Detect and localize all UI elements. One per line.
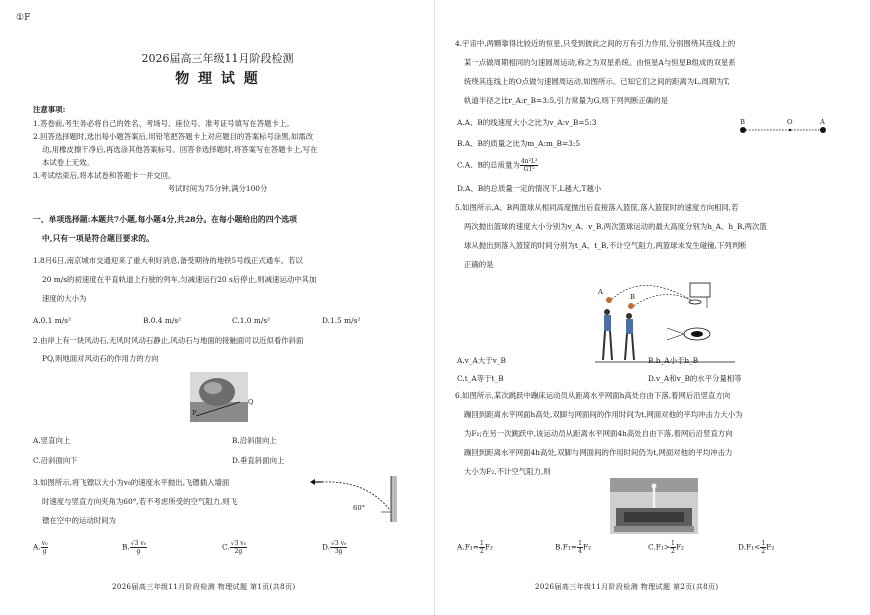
q5-option-a: A.v_A大于v_B — [457, 356, 506, 365]
q2-option-a: A.竖直向上 — [33, 436, 71, 445]
exam-subject: 物 理 试 题 — [175, 71, 260, 87]
dart-figure — [306, 474, 401, 524]
q5-line: 球从抛出到落入篮筐的时间分别为t_A、t_B,不计空气阻力,两篮球未发生碰撞,下列判断 — [464, 241, 747, 250]
binary-star-figure — [738, 120, 828, 136]
q3-angle-label: 60° — [353, 504, 366, 512]
q5-line: 正确的是 — [464, 260, 494, 269]
q4-line: 轨道半径之比r_A:r_B=3:5,引力常量为G,则下列判断正确的是 — [464, 96, 668, 105]
q4-label-o: O — [787, 118, 793, 126]
basketball-figure — [595, 278, 735, 364]
q6-line: 蹦回到距离水平网面h高处,双脚与网面间的作用时间为t,网面对他的平均冲击力大小为 — [464, 410, 743, 419]
q4-label-a: A — [820, 118, 825, 126]
q5-label-b: B — [630, 293, 635, 301]
q4-option-b: B.A、B的质量之比为m_A:m_B=3:5 — [457, 139, 581, 148]
q1-option-a: A.0.1 m/s² — [33, 316, 72, 325]
q2-label-p: P — [192, 409, 197, 417]
q5-label-a: A — [598, 288, 603, 296]
q2-line: PQ,则地面对风动石的作用力的方向 — [42, 354, 159, 363]
q5-line: 两次抛出篮球的速度大小分别为v_A、v_B,两次篮球运动的最大高度分别为h_A、h_B,两次篮 — [464, 222, 767, 231]
q3-line: 镖在空中的运动时间为 — [42, 516, 116, 525]
note-line: 2.回答选择题时,选出每小题答案后,用铅笔把答题卡上对应题目的答案标号涂黑,如需改 — [33, 132, 314, 141]
q1-option-d: D.1.5 m/s² — [322, 316, 361, 325]
q4-line: 统绕其连线上的O点做匀速圆周运动,如图所示。已知它们之间的距离为L,周期为T, — [464, 77, 730, 86]
q2-line: 2.由岸上有一块风动石,无风时风动石静止,风动石与地面的接触面可以近似看作斜面 — [33, 336, 304, 345]
q4-line: 4.宇宙中,两颗靠得比较近的恒星,只受到彼此之间的万有引力作用,分别围绕其连线上的 — [455, 39, 736, 48]
section-heading: 中,只有一项是符合题目要求的。 — [42, 234, 154, 243]
q3-option-d: D. $\frac{\text{√3 v₀}}{3g}$ — [322, 540, 347, 555]
wind-rock-figure — [190, 372, 248, 422]
notes-heading: 注意事项: — [33, 105, 66, 114]
q6-option-d: D.F₁< $\frac{1}{2}$ F₂ — [738, 540, 775, 555]
q5-option-b: B.h_A小于h_B — [648, 356, 699, 365]
page-footer: 2026届高三年级11月阶段检测 物理试题 第1页(共8页) — [112, 583, 296, 591]
q2-option-d: D.垂直斜面向上 — [232, 456, 285, 465]
q1-line: 20 m/s的初速度在平直轨道上行驶的列车,匀减速运行20 s后停止,则减速运动中其加 — [42, 275, 317, 284]
q6-option-a: A.F₁= $\frac{1}{2}$ F₂ — [457, 540, 493, 555]
q4-line: 某一点做周期相同的匀速圆周运动,称之为双星系统。由恒星A与恒星B组成的双星系 — [464, 58, 736, 67]
q6-option-c: C.F₁> $\frac{1}{2}$ F₂ — [648, 540, 684, 555]
corner-mark: ①F — [16, 13, 31, 23]
q4-option-d: D.A、B的总质量一定的情况下,L越大,T越小 — [457, 184, 602, 193]
q3-option-a: A. $\frac{\text{v₀}}{g}$ — [33, 540, 48, 555]
q3-line: 3.如图所示,将飞镖以大小为v₀的速度水平抛出,飞镖插入墙面 — [33, 478, 230, 487]
q2-label-q: Q — [248, 398, 254, 406]
q5-line: 5.如图所示,A、B两篮球从相同高度抛出后直接落入篮筐,落入篮筐时的速度方向相同,若 — [455, 203, 739, 212]
q3-line: 时速度与竖直方向夹角为60°,若不考虑所受的空气阻力,则飞 — [42, 497, 238, 506]
q1-option-c: C.1.0 m/s² — [232, 316, 271, 325]
q4-option-c: C.A、B的总质量为 $\frac{\text{4π²L³}}{\text{GT²}}$ — [457, 158, 538, 173]
right-page — [435, 0, 870, 615]
note-line: 动,用橡皮擦干净后,再选涂其他答案标号。回答非选择题时,将答案写在答题卡上,写在 — [42, 145, 318, 154]
q4-label-b: B — [740, 118, 745, 126]
q1-line: 1.8月6日,南京城市交通迎来了重大利好消息,备受期待的地铁5号线正式通车。若以 — [33, 256, 303, 265]
q6-line: 蹦回到距离水平网面4h高处,双脚与网面间的作用时间仍为t,网面对他的平均冲击力 — [464, 448, 733, 457]
time-score: 考试时间为75分钟,满分100分 — [167, 184, 268, 193]
page-footer: 2026届高三年级11月阶段检测 物理试题 第2页(共8页) — [535, 583, 719, 591]
q6-option-b: B.F₁= $\frac{1}{4}$ F₂ — [555, 540, 591, 555]
exam-title: 2026届高三年级11月阶段检测 — [141, 52, 294, 65]
q2-option-c: C.沿斜面向下 — [33, 456, 78, 465]
q3-option-c: C. $\frac{\text{√3 v₀}}{2g}$ — [222, 540, 247, 555]
q2-option-b: B.沿斜面向上 — [232, 436, 277, 445]
q6-line: 6.如图所示,某次跳跃中蹦床运动员从距离水平网面h高处自由下落,着网后沿竖直方向 — [455, 391, 731, 400]
q6-line: 为F₁;在另一次跳跃中,该运动员从距离水平网面4h高处自由下落,着网后沿竖直方向 — [464, 429, 733, 438]
note-line: 3.考试结束后,将本试卷和答题卡一并交回。 — [33, 171, 176, 180]
trampoline-figure — [610, 478, 698, 534]
q6-line: 大小为F₂,不计空气阻力,则 — [464, 467, 551, 476]
section-heading: 一、单项选择题:本题共7小题,每小题4分,共28分。在每小题给出的四个选项 — [33, 215, 297, 224]
note-line: 本试卷上无效。 — [42, 158, 94, 167]
note-line: 1.答卷前,考生务必将自己的姓名、考场号、座位号、准考证号填写在答题卡上。 — [33, 119, 294, 128]
q1-option-b: B.0.4 m/s² — [143, 316, 182, 325]
q5-option-d: D.v_A和v_B的水平分量相等 — [648, 374, 742, 383]
q1-line: 速度的大小为 — [42, 294, 87, 303]
q4-option-a: A.A、B的线速度大小之比为v_A:v_B=5:3 — [457, 118, 597, 127]
q3-option-b: B. $\frac{\text{√3 v₀}}{g}$ — [122, 540, 147, 555]
q5-option-c: C.t_A等于t_B — [457, 374, 504, 383]
